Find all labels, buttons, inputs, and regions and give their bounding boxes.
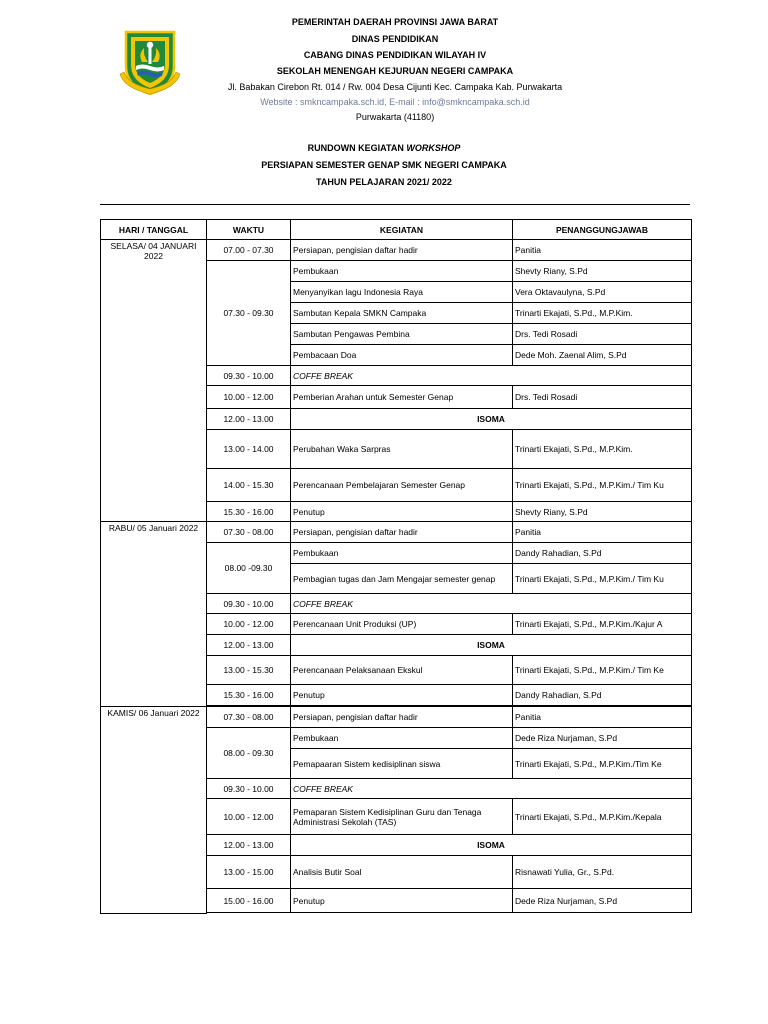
document-title	[0, 140, 768, 191]
pic-cell: Trinarti Ekajati, S.Pd., M.P.Kim./ Tim Ku	[513, 564, 692, 594]
header-province: PEMERINTAH DAERAH PROVINSI JAWA BARAT	[291, 17, 499, 27]
header-branch: CABANG DINAS PENDIDIKAN WILAYAH IV	[303, 50, 487, 60]
pic-cell: Shevty Riany, S.Pd	[513, 261, 692, 282]
time-cell: 13.00 - 14.00	[207, 430, 291, 469]
time-cell: 08.00 -09.30	[207, 543, 291, 594]
time-cell: 09.30 - 10.00	[207, 779, 291, 799]
pic-cell: Trinarti Ekajati, S.Pd., M.P.Kim./Tim Ke	[513, 749, 692, 779]
header-time: WAKTU	[207, 220, 291, 240]
time-cell: 07.00 - 07.30	[207, 240, 291, 261]
time-cell: 12.00 - 13.00	[207, 409, 291, 430]
day-cell: KAMIS/ 06 Januari 2022	[101, 707, 207, 914]
activity-cell: Perencanaan Unit Produksi (UP)	[291, 614, 513, 635]
activity-cell: Pemberian Arahan untuk Semester Genap	[291, 386, 513, 409]
activity-cell: Pembacaan Doa	[291, 345, 513, 366]
pic-cell: Dede Riza Nurjaman, S.Pd	[513, 728, 692, 749]
isoma-cell: ISOMA	[291, 835, 692, 856]
pic-cell: Dandy Rahadian, S.Pd	[513, 543, 692, 564]
header-pic: PENANGGUNGJAWAB	[513, 220, 692, 240]
pic-cell: Trinarti Ekajati, S.Pd., M.P.Kim.	[513, 430, 692, 469]
activity-cell: Analisis Butir Soal	[291, 856, 513, 889]
title-emphasis: WORKSHOP	[406, 143, 461, 153]
pic-cell: Vera Oktavaulyna, S.Pd	[513, 282, 692, 303]
pic-cell: Trinarti Ekajati, S.Pd., M.P.Kim./ Tim Ke	[513, 656, 692, 685]
time-cell: 09.30 - 10.00	[207, 366, 291, 386]
time-cell: 07.30 - 09.30	[207, 261, 291, 366]
activity-cell: Perencanaan Pembelajaran Semester Genap	[291, 469, 513, 502]
letterhead	[0, 0, 768, 130]
header-day: HARI / TANGGAL	[101, 220, 207, 240]
table-row	[101, 522, 692, 543]
time-cell: 15.30 - 16.00	[207, 502, 291, 522]
coffee-break-cell: COFFE BREAK	[291, 779, 692, 799]
isoma-cell: ISOMA	[291, 409, 692, 430]
activity-cell: Persiapan, pengisian daftar hadir	[291, 522, 513, 543]
pic-cell: Panitia	[513, 522, 692, 543]
table-row	[101, 707, 692, 728]
time-cell: 10.00 - 12.00	[207, 614, 291, 635]
activity-cell: Penutup	[291, 889, 513, 913]
activity-cell: Pembukaan	[291, 261, 513, 282]
time-cell: 10.00 - 12.00	[207, 799, 291, 835]
rundown-table	[100, 219, 692, 914]
title-prefix: RUNDOWN KEGIATAN	[307, 143, 407, 153]
activity-cell: Pembukaan	[291, 728, 513, 749]
pic-cell: Trinarti Ekajati, S.Pd., M.P.Kim.	[513, 303, 692, 324]
time-cell: 12.00 - 13.00	[207, 835, 291, 856]
pic-cell: Risnawati Yulia, Gr., S.Pd.	[513, 856, 692, 889]
header-website: Website : smkncampaka.sch.id, E-mail : info@smkncampaka.sch.id	[260, 97, 530, 107]
pic-cell: Dandy Rahadian, S.Pd	[513, 685, 692, 706]
pic-cell: Trinarti Ekajati, S.Pd., M.P.Kim./Kajur A	[513, 614, 692, 635]
coffee-break-cell: COFFE BREAK	[291, 366, 692, 386]
time-cell: 07.30 - 08.00	[207, 707, 291, 728]
title-divider	[100, 204, 690, 205]
pic-cell: Dede Riza Nurjaman, S.Pd	[513, 889, 692, 913]
header-city: Purwakarta (41180)	[355, 112, 435, 122]
activity-cell: Persiapan, pengisian daftar hadir	[291, 240, 513, 261]
activity-cell: Pembukaan	[291, 543, 513, 564]
activity-cell: Menyanyikan lagu Indonesia Raya	[291, 282, 513, 303]
pic-cell: Dede Moh. Zaenal Alim, S.Pd	[513, 345, 692, 366]
day-cell: SELASA/ 04 JANUARI 2022	[101, 240, 207, 522]
time-cell: 08.00 - 09.30	[207, 728, 291, 779]
time-cell: 15.30 - 16.00	[207, 685, 291, 706]
time-cell: 09.30 - 10.00	[207, 594, 291, 614]
pic-cell: Trinarti Ekajati, S.Pd., M.P.Kim./Kepala	[513, 799, 692, 835]
pic-cell: Drs. Tedi Rosadi	[513, 386, 692, 409]
time-cell: 07.30 - 08.00	[207, 522, 291, 543]
activity-cell: Sambutan Pengawas Pembina	[291, 324, 513, 345]
day-cell: RABU/ 05 Januari 2022	[101, 522, 207, 707]
time-cell: 13.00 - 15.00	[207, 856, 291, 889]
title-line-2: PERSIAPAN SEMESTER GENAP SMK NEGERI CAMPAKA	[261, 160, 507, 170]
title-line-1	[0, 140, 768, 157]
coffee-break-cell: COFFE BREAK	[291, 594, 692, 614]
table-header-row	[101, 220, 692, 240]
activity-cell: Persiapan, pengisian daftar hadir	[291, 707, 513, 728]
table-row	[101, 240, 692, 261]
pic-cell: Drs. Tedi Rosadi	[513, 324, 692, 345]
isoma-cell: ISOMA	[291, 635, 692, 656]
activity-cell: Pemaparan Sistem Kedisiplinan Guru dan Tenaga Administrasi Sekolah (TAS)	[291, 799, 513, 835]
pic-cell: Trinarti Ekajati, S.Pd., M.P.Kim./ Tim Ku	[513, 469, 692, 502]
activity-cell: Pemapaaran Sistem kedisiplinan siswa	[291, 749, 513, 779]
header-activity: KEGIATAN	[291, 220, 513, 240]
header-address: Jl. Babakan Cirebon Rt. 014 / Rw. 004 Desa Cijunti Kec. Campaka Kab. Purwakarta	[227, 82, 563, 92]
pic-cell: Panitia	[513, 707, 692, 728]
activity-cell: Penutup	[291, 685, 513, 706]
pic-cell: Panitia	[513, 240, 692, 261]
activity-cell: Penutup	[291, 502, 513, 522]
header-agency: DINAS PENDIDIKAN	[351, 34, 439, 44]
time-cell: 15.00 - 16.00	[207, 889, 291, 913]
time-cell: 12.00 - 13.00	[207, 635, 291, 656]
activity-cell: Pembagian tugas dan Jam Mengajar semester genap	[291, 564, 513, 594]
activity-cell: Perubahan Waka Sarpras	[291, 430, 513, 469]
activity-cell: Perencanaan Pelaksanaan Ekskul	[291, 656, 513, 685]
header-school: SEKOLAH MENENGAH KEJURUAN NEGERI CAMPAKA	[276, 66, 514, 76]
title-line-3: TAHUN PELAJARAN 2021/ 2022	[316, 177, 452, 187]
pic-cell: Shevty Riany, S.Pd	[513, 502, 692, 522]
time-cell: 14.00 - 15.30	[207, 469, 291, 502]
time-cell: 10.00 - 12.00	[207, 386, 291, 409]
time-cell: 13.00 - 15.30	[207, 656, 291, 685]
activity-cell: Sambutan Kepala SMKN Campaka	[291, 303, 513, 324]
west-java-emblem-icon	[118, 28, 182, 96]
